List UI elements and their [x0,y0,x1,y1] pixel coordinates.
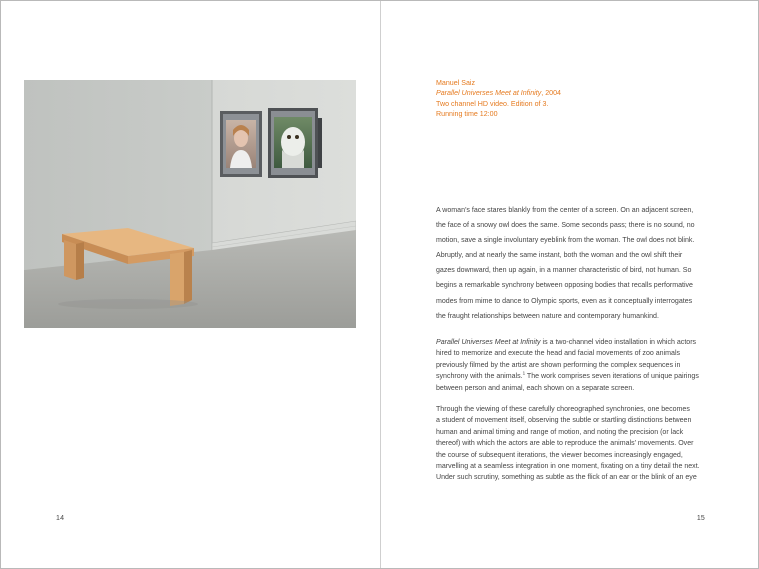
text-line: hired to memorize and execute the head and facial movements of zoo animals [436,350,681,358]
text-line: Through the viewing of these carefully choreographed synchronies, one becomes [436,406,690,413]
body-paragraph-3 [436,404,718,484]
page-number: 14 [56,515,65,522]
monitor-right [268,108,322,178]
caption-year: , 2004 [541,89,562,98]
text-span: is a two-channel video installation in which actors [540,339,697,346]
installation-photo [24,80,356,328]
caption-title-line [436,88,696,98]
text-line: the fraught relationships between nature and contemporary humankind. [436,312,659,320]
caption-medium: Two channel HD video. Edition of 3. [436,99,549,108]
text-line: a student of movement itself, observing the subtle or startling distinctions between [436,417,692,425]
page-number: 15 [696,515,705,522]
text-line: human and animal timing and range of motion, and noting the precision (or lack [436,428,684,436]
text-line: thereof) with which the actors are able to reproduce the animals’ movements. Over [436,440,694,448]
text-line: modes from mime to dance to Olympic sports, even as it conceptually interrogates [436,297,693,305]
text-line: the course of subsequent iterations, the viewer becomes increasingly engaged, [436,451,683,459]
text-line [436,337,718,348]
left-page [1,1,380,568]
caption-running-time: Running time 12:00 [436,110,498,119]
text-line: Abruptly, and at nearly the same instant, both the woman and the owl shift their [436,252,683,260]
text-span: synchrony with the animals. [436,373,523,381]
artwork-caption [436,78,696,120]
caption-title: Parallel Universes Meet at Infinity [436,89,542,98]
right-page [381,1,758,568]
text-line: the face of a snowy owl does the same. Some seconds pass; there is no sound, no [436,222,695,230]
text-line: previously filmed by the artist are shown performing the complex sequences in [436,361,681,369]
footnote-marker[interactable]: 1 [522,370,526,376]
body-paragraph-1 [436,203,718,324]
text-line: A woman’s face stares blankly from the center of a screen. On an adjacent screen, [436,207,694,214]
text-span: The work comprises seven iterations of unique pairings [525,373,699,381]
text-line: motion, save a single involuntary eyeblink from the woman. The owl does not blink. [436,237,695,245]
caption-artist: Manuel Saiz [436,79,476,87]
text-line: marvelling at a seamless integration in one moment, fixating on a tiny detail the next. [436,463,700,471]
text-line: Under such scrutiny, something as subtle as the flick of an ear or the blink of an eye [436,474,697,482]
text-line [436,371,718,382]
body-paragraph-2 [436,337,718,394]
artwork-title-italic: Parallel Universes Meet at Infinity [436,339,541,346]
text-line: begins a remarkable synchrony between opposing bodies that recalls performative [436,282,693,290]
monitor-left [220,111,262,177]
text-line: gazes downward, then up again, in a manner characteristic of bird, not human. So [436,267,692,275]
text-line: between person and animal, each shown on a separate screen. [436,384,635,392]
gallery-image [24,80,356,328]
